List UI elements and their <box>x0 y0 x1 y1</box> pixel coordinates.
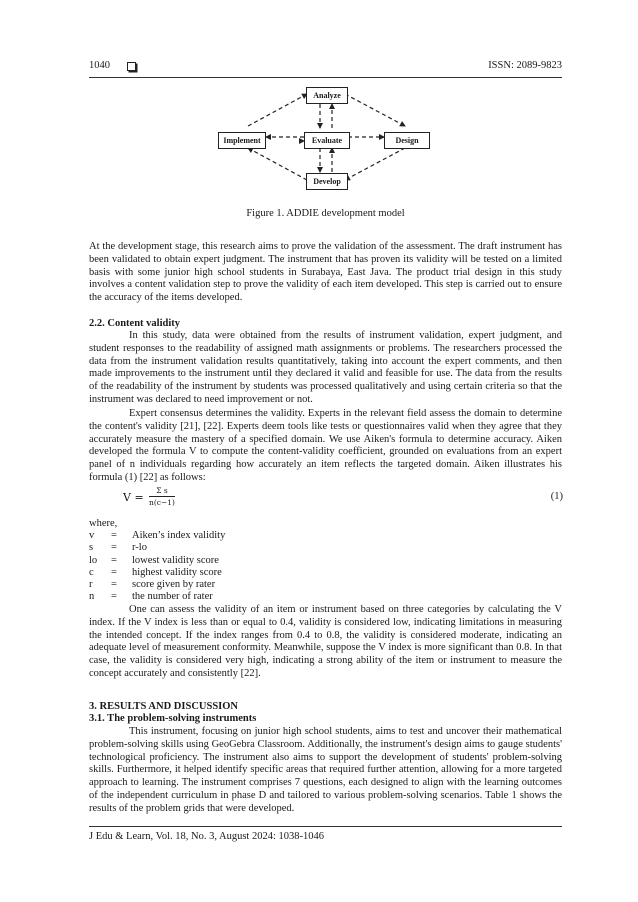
page-number: 1040 <box>89 60 110 71</box>
definition-row: lo = lowest validity score <box>89 554 219 566</box>
node-develop: Develop <box>306 173 348 190</box>
formula-denominator: n(c−1) <box>149 498 175 507</box>
addie-figure <box>210 84 442 194</box>
arrow-analyze-design <box>345 94 405 126</box>
definition-row: s = r-lo <box>89 542 147 554</box>
formula-fraction <box>149 485 175 508</box>
paragraph-problem-solving: This instrument, focusing on junior high school students, aims to test and uncover their mathematical problem-solving skills using GeoGebra Classroom. Additionally, the instrument's design aims to gauge students' technological proficiency. The instrument also aims to support the development of students' problem-solving skills. Furthermore, it helped identify specific areas that required further attention, allowing for a more targeted approach to learning. The instrument comprises 7 questions, each designed to align with the learning outcomes of the independent curriculum in phase D and tailored to various problem-solving scenarios. Table 1 shows the results of the problem grids that were developed. <box>89 726 562 814</box>
page-header <box>89 60 562 76</box>
definition-row: c = highest validity score <box>89 566 222 578</box>
formula-lhs: V = <box>123 491 144 504</box>
page-footer: J Edu & Learn, Vol. 18, No. 3, August 2024: 1038-1046 <box>89 831 324 842</box>
paragraph-content-validity-1: In this study, data were obtained from the results of instrument validation, expert judgment, and student responses to the readability of assigned math assignments or problems. The researchers processed the data from the instrument validation results quantitatively, taking into account the expert comments, and then made improvements to the instrument until they declared it valid and feasible for use. The data from the results of the readability of the instrument by students was processed qualitatively and using certain criteria so that the instrument was declared to need improvement or not. <box>89 330 562 405</box>
aiken-formula <box>123 485 563 513</box>
paragraph-content-validity-3: One can assess the validity of an item or instrument based on three categories by calculating the V index. If the V index is less than or equal to 0.4, validity is considered low, indicating limitations in measuring the intended concept. If the index ranges from 0.4 to 0.8, the validity is considered moderate, indicating an adequate level of measurement conformity. Meanwhile, suppose the V index is more significant than 0.8. In that case, the validity is considered very high, indicating a strong ability of the item or instrument to measure the concept accurately and consistently [22]. <box>89 604 562 679</box>
formula-numerator: Σ s <box>149 485 175 497</box>
section-heading-3: 3. RESULTS AND DISCUSSION <box>89 701 238 712</box>
arrow-implement-analyze <box>248 94 307 126</box>
footer-rule <box>89 826 562 827</box>
definition-row: n = the number of rater <box>89 591 213 603</box>
node-design: Design <box>384 132 430 149</box>
figure-caption: Figure 1. ADDIE development model <box>246 208 405 219</box>
where-label: where, <box>89 518 118 529</box>
node-evaluate: Evaluate <box>304 132 350 149</box>
arrow-develop-implement <box>248 148 307 180</box>
paragraph-content-validity-2: Expert consensus determines the validity. Experts in the relevant field assess the domain to determine the content's validity [21], [22]. Experts deem tools like tests or questionnaires valid when they agree that they accurately measure the mastery of a specified domain. We use Aiken's formula to determine accuracy. Aiken developed the formula V to compute the content-validity coefficient, grounded on evaluations from an expert panel of n individuals regarding how accurately an item reflects the targeted domain. Aiken illustrates his formula (1) [22] as follows: <box>89 408 562 483</box>
equation-number: (1) <box>550 491 563 502</box>
definition-row: r = score given by rater <box>89 579 216 591</box>
node-implement: Implement <box>218 132 266 149</box>
definition-list <box>89 530 389 604</box>
section-heading-3-1: 3.1. The problem-solving instruments <box>89 713 257 724</box>
section-heading-2-2: 2.2. Content validity <box>89 318 181 329</box>
paragraph-intro: At the development stage, this research aims to prove the validation of the assessment. The draft instrument has been validated to obtain expert judgment. The instrument that has proven its validity will be tested on a limited basis with some junior high school students in Surabaya, East Java. The product trial design in this study involves a content validation step to prove the validity of each item developed. This step is carried out to ensure the accuracy of the items developed. <box>89 241 562 304</box>
header-rule <box>89 77 562 78</box>
definition-row: v = Aiken’s index validity <box>89 530 226 541</box>
node-analyze: Analyze <box>306 87 348 104</box>
issn: ISSN: 2089-9823 <box>488 60 562 71</box>
square-icon <box>127 62 136 71</box>
arrow-design-develop <box>345 148 405 180</box>
